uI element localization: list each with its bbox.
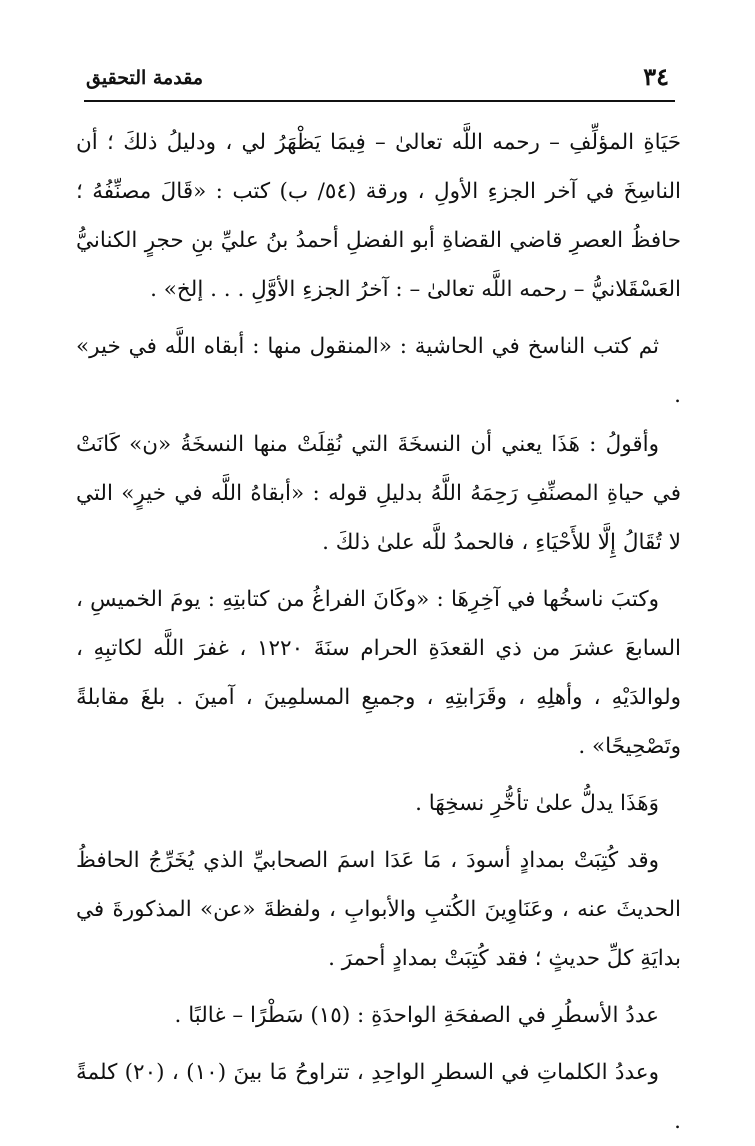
- page-number: ٣٤: [643, 62, 669, 91]
- running-title: مقدمة التحقيق: [86, 67, 203, 89]
- page-body: [76, 118, 681, 1146]
- paragraph-margin-note: ثم كتب الناسخ في الحاشية : «المنقول منها : أبقاه اللَّه في خير» .: [76, 334, 681, 408]
- paragraph-word-count: وعددُ الكلماتِ في السطرِ الواحِدِ ، تتراوحُ مَا بينَ (١٠) ، (٢٠) كلمةً .: [76, 1060, 681, 1134]
- page-header: [86, 60, 669, 90]
- paragraph-late-copy: وَهَذَا يدلُّ علىٰ تأخُّرِ نسخِهَا .: [415, 791, 659, 816]
- paragraph-ink-colors: وقد كُتِبَتْ بمدادٍ أسودَ ، مَا عَدَا اسمَ الصحابيِّ الذي يُخَرِّجُ الحافظُ الحديثَ عنه ، وعَنَاوِينَ الكُتبِ والأبوابِ ، ولفظةَ «عن» المذكورةَ في بدايَةِ كلِّ حديثٍ ؛ فقد كُتِبَتْ بمدادٍ أحمرَ .: [76, 848, 681, 971]
- paragraph-commentary: وأقولُ : هَذَا يعني أن النسخَةَ التي نُقِلَتْ منها النسخَةُ «ن» كَانَتْ في حياةِ المصنِّفِ رَحِمَهُ اللَّهُ بدليلِ قوله : «أبقاهُ اللَّه في خيرٍ» التي لا تُقَالُ إِلَّا للأَحْيَاءِ ، فالحمدُ للَّه علىٰ ذلكَ .: [76, 432, 681, 555]
- paragraph-line-count: عددُ الأسطُرِ في الصفحَةِ الواحدَةِ : (١٥) سَطْرًا – غالبًا .: [174, 1003, 659, 1028]
- header-rule: [84, 100, 675, 102]
- paragraph-author-life: حَيَاةِ المؤلِّفِ – رحمه اللَّه تعالىٰ – فِيمَا يَظْهَرُ لي ، ودليلُ ذلكَ ؛ أن الناسِخَ في آخر الجزءِ الأولِ ، ورقة (٥٤/ ب) كتب : «قَالَ مصنِّفُهُ ؛ حافظُ العصرِ قاضي القضاةِ أبو الفضلِ أحمدُ بنُ عليِّ بنِ حجرٍ الكنانيُّ العَسْقَلانيُّ – رحمه اللَّه تعالىٰ – : آخرُ الجزءِ الأوَّلِ . . . إلخ» .: [76, 130, 681, 302]
- paragraph-colophon: وكتبَ ناسخُها في آخِرِهَا : «وكَانَ الفراغُ من كتابتِهِ : يومَ الخميسِ ، السابعَ عشرَ من ذي القعدَةِ الحرام سنَةَ ١٢٢٠ ، غفرَ اللَّه لكاتبِهِ ، ولوالدَيْهِ ، وأهلِهِ ، وقَرَابتِهِ ، وجميعِ المسلمِينَ ، آمينَ . بلغَ مقابلةً وتَصْحِيحًا» .: [76, 587, 681, 759]
